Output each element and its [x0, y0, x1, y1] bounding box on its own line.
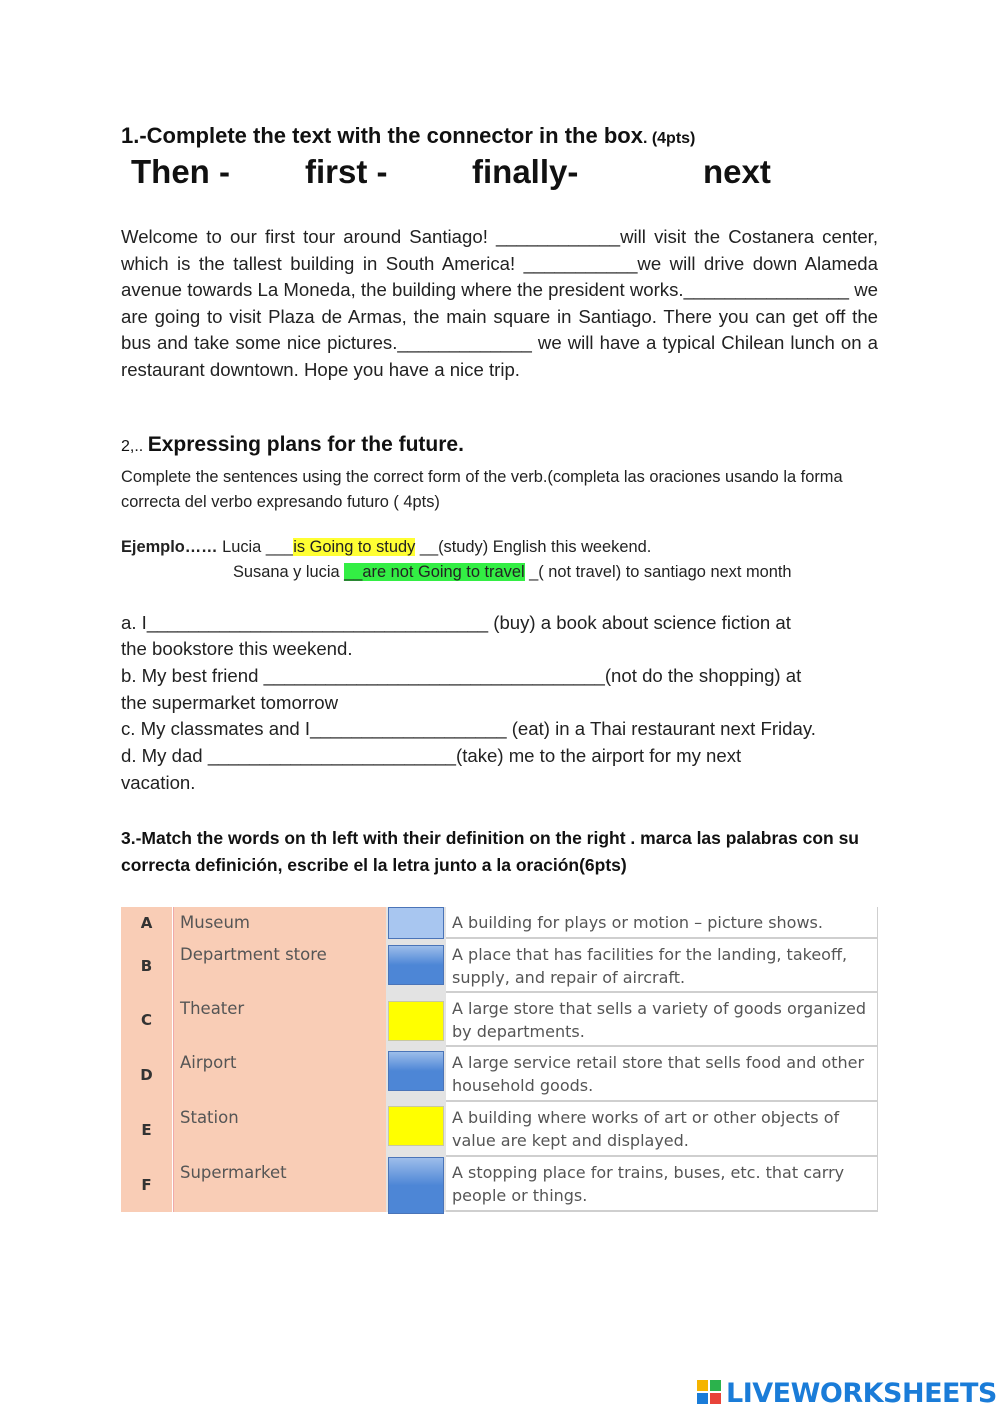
answer-drop-box[interactable] — [388, 945, 444, 985]
section1-points: . (4pts) — [642, 130, 696, 147]
table-row — [121, 907, 878, 939]
sentence-d-cont: vacation. — [121, 772, 196, 793]
example-label: Ejemplo…… — [121, 538, 218, 556]
section3-title: 3.-Match the words on th left with their definition on the right . marca las palabras con su correcta definición, escribe el la letra junto a la oración(6pts) — [121, 828, 859, 875]
liveworksheets-logo — [697, 1378, 997, 1408]
section1-title: 1.-Complete the text with the connector in the box. (4pts) — [121, 123, 696, 148]
example-2-answer: __are not Going to travel — [344, 563, 525, 581]
answer-drop-box[interactable] — [388, 1157, 444, 1214]
row-word: Museum — [173, 907, 386, 939]
row-definition: A stopping place for trains, buses, etc. that carry people or things. — [446, 1157, 878, 1212]
table-row — [121, 1102, 878, 1157]
connector-next: next — [703, 153, 771, 190]
row-word: Station — [173, 1102, 386, 1157]
row-letter: F — [121, 1157, 173, 1212]
row-word: Department store — [173, 939, 386, 993]
section2-instructions: Complete the sentences using the correct form of the verb.(completa las oraciones usando la forma correcta del verbo expresando futuro ( 4pts) — [121, 468, 843, 511]
answer-drop-box[interactable] — [388, 1001, 444, 1041]
row-definition: A building where works of art or other objects of value are kept and displayed. — [446, 1102, 878, 1157]
row-definition: A building for plays or motion – picture shows. — [446, 907, 878, 939]
example-1-answer: is Going to study — [293, 538, 416, 556]
row-letter: B — [121, 939, 173, 993]
section2-title — [121, 433, 464, 457]
table-row — [121, 1047, 878, 1102]
section2-number: 2,.. — [121, 438, 148, 455]
section1-paragraph: Welcome to our first tour around Santiago! ____________will visit the Costanera center, which is the tallest building in South America! ___________we will drive down Alameda avenue towards La Moneda, the building where the president works.________________ we are going to visit Plaza de Armas, the main square in Santiago. There you can get off the bus and take some nice pictures._____________ we will have a typical Chilean lunch on a restaurant downtown. Hope you have a nice trip. — [121, 226, 878, 380]
answer-drop-box[interactable] — [388, 1051, 444, 1091]
matching-table — [121, 907, 878, 1212]
row-definition: A place that has facilities for the landing, takeoff, supply, and repair of aircraft. — [446, 939, 878, 993]
connector-then: Then - — [131, 153, 230, 190]
row-word: Theater — [173, 993, 386, 1047]
connector-finally: finally- — [472, 153, 579, 190]
sentence-a: a. I_________________________________ (buy) a book about science fiction at — [121, 612, 791, 633]
row-letter: D — [121, 1047, 173, 1102]
table-row — [121, 1157, 878, 1212]
sentence-d: d. My dad ________________________(take) me to the airport for my next — [121, 745, 742, 766]
connector-first: first - — [305, 153, 388, 190]
section2-heading: Expressing plans for the future. — [147, 433, 464, 456]
sentence-a-cont: the bookstore this weekend. — [121, 638, 353, 659]
answer-drop-box[interactable] — [388, 907, 444, 939]
liveworksheets-logo-icon — [697, 1380, 723, 1406]
sentence-b: b. My best friend _________________________________(not do the shopping) at — [121, 665, 802, 686]
row-word: Airport — [173, 1047, 386, 1102]
sentence-c: c. My classmates and I___________________ (eat) in a Thai restaurant next Friday. — [121, 718, 816, 739]
row-letter: C — [121, 993, 173, 1047]
row-word: Supermarket — [173, 1157, 386, 1212]
example-1: Ejemplo…… Lucia ___is Going to study __(study) English this weekend. — [121, 538, 652, 556]
row-definition: A large service retail store that sells food and other household goods. — [446, 1047, 878, 1102]
row-definition: A large store that sells a variety of goods organized by departments. — [446, 993, 878, 1047]
row-letter: E — [121, 1102, 173, 1157]
example-2: Susana y lucia __are not Going to travel _( not travel) to santiago next month — [233, 563, 792, 581]
row-letter: A — [121, 907, 173, 939]
logo-text: LIVEWORKSHEETS — [726, 1377, 997, 1409]
answer-drop-box[interactable] — [388, 1106, 444, 1146]
sentence-b-cont: the supermarket tomorrow — [121, 692, 339, 713]
table-row — [121, 939, 878, 993]
table-row — [121, 993, 878, 1047]
